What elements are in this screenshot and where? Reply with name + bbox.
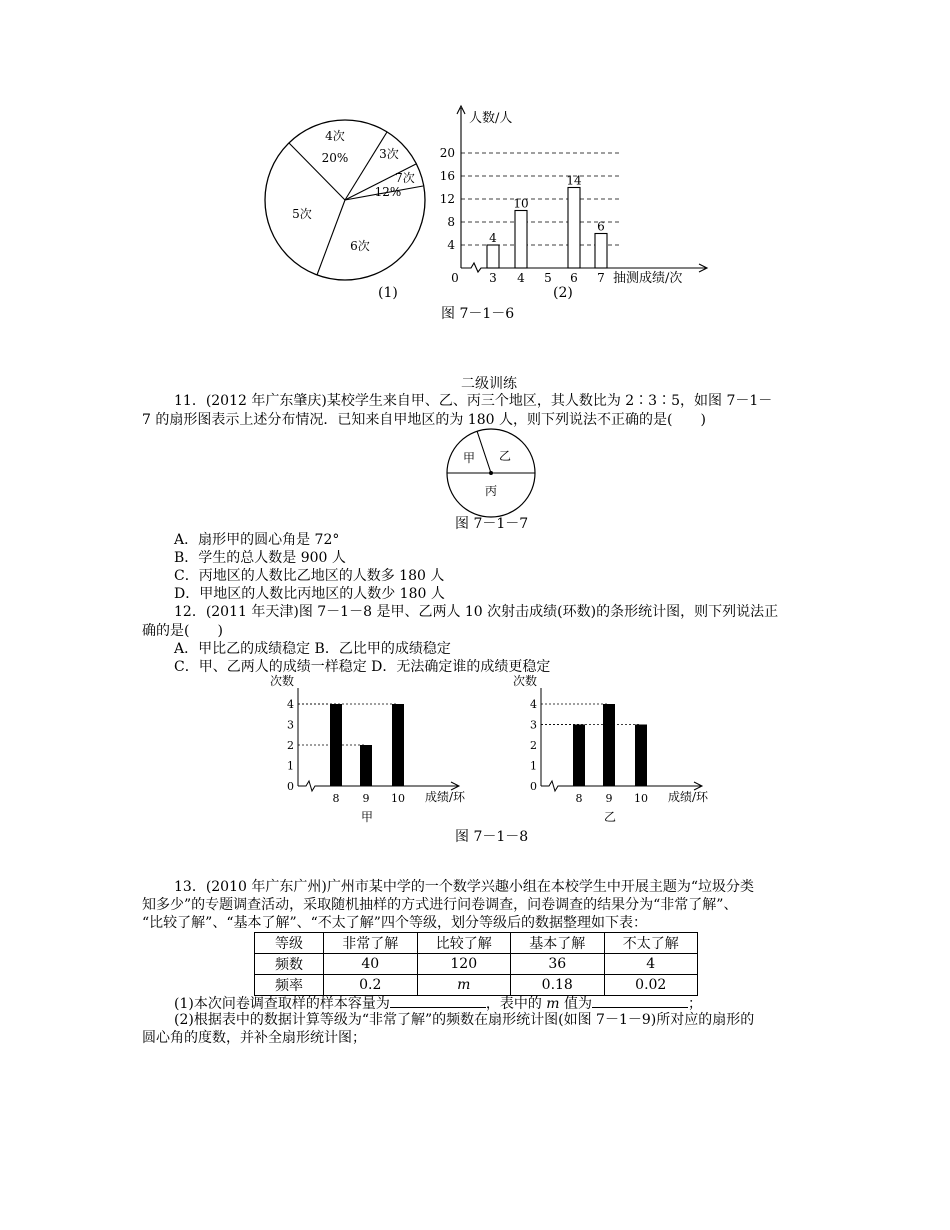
table-cell: 120 [417,954,511,975]
q12-options: A．甲比乙的成绩稳定 B．乙比甲的成绩稳定 [174,641,451,657]
x-tick-label: 9 [605,792,613,805]
table-row [255,954,698,975]
q13-sub1-text: (1)本次问卷调查取样的样本容量为 [174,996,390,1012]
q11-option-a: A．扇形甲的圆心角是 72° [174,532,340,548]
q12-options: C．甲、乙两人的成绩一样稳定 D．无法确定谁的成绩更稳定 [174,659,551,675]
bar [360,745,372,786]
y-tick-label: 4 [447,238,455,252]
pie-center [489,471,493,475]
slice-label: 6次 [350,239,370,253]
table-cell: 频数 [255,954,324,975]
q11-option-c: C．丙地区的人数比乙地区的人数多 180 人 [174,568,445,584]
bar-value-label: 14 [566,173,582,188]
y-axis-label: 次数 [513,674,538,688]
x-tick-label: 3 [489,271,497,285]
slice-label: 乙 [498,449,512,463]
y-tick-label: 8 [447,215,455,229]
slice-label: 3次 [379,147,399,161]
frequency-table [254,932,698,996]
q12-stem: 12．(2011 年天津)图 7－1－8 是甲、乙两人 10 次射击成绩(环数)的条形统计图，则下列说法正 [174,604,779,620]
bar [568,188,580,269]
section-title: 二级训练 [461,376,517,392]
bar-chart-jia [260,672,500,827]
pie-chart-7-1-7 [445,427,537,519]
bar [603,704,615,786]
slice-percent: 12% [374,185,402,199]
y-tick-label: 1 [530,759,537,773]
bar [392,704,404,786]
q11-stem: 11．(2012 年广东肇庆)某校学生来自甲、乙、丙三个地区，其人数比为 2∶3∶5，如图 7－1－ [174,393,773,409]
pie-caption: (1) [378,285,398,301]
table-header: 比较了解 [417,933,511,954]
bar-value-label: 4 [489,231,497,245]
q12-stem: 确的是( ) [142,623,223,639]
y-tick-label: 0 [530,780,537,793]
x-tick-label: 4 [517,271,525,285]
table-cell: 0.2 [324,975,418,996]
q11-option-d: D．甲地区的人数比丙地区的人数少 180 人 [174,586,445,602]
slice-percent: 20% [321,151,349,165]
table-cell: 4 [604,954,698,975]
x-tick-label: 10 [391,792,405,805]
x-tick-label: 6 [570,271,578,285]
y-tick-label: 1 [287,759,294,773]
figure-caption: 图 7－1－6 [441,306,515,322]
x-tick-label: 8 [575,792,583,805]
q13-stem: 13．(2010 年广东广州)广州市某中学的一个数学兴趣小组在本校学生中开展主题为“垃圾分类 [174,879,754,895]
x-tick-label: 7 [597,271,605,285]
table-cell: 40 [324,954,418,975]
figure-caption: 图 7－1－7 [455,516,529,532]
y-tick-label: 2 [530,739,537,752]
q13-sub2: 圆心角的度数，并补全扇形统计图； [142,1030,366,1046]
chart-name: 甲 [360,810,374,824]
bar-caption: (2) [553,285,573,301]
q13-stem: “比较了解”、“基本了解”、“不太了解”四个等级，划分等级后的数据整理如下表： [142,915,647,931]
table-header: 基本了解 [511,933,605,954]
slice-label: 5次 [292,207,312,221]
q13-stem: 知多少”的专题调查活动，采取随机抽样的方式进行问卷调查，问卷调查的结果分为“非常了解”、 [142,897,738,913]
bar [487,245,499,268]
table-header: 等级 [255,933,324,954]
answer-blank[interactable] [592,993,688,1008]
y-tick-label: 3 [530,718,537,732]
x-tick-label: 8 [332,792,340,805]
table-cell: 0.18 [511,975,605,996]
table-cell: m [417,975,511,996]
bar [515,211,527,269]
q13-sub1-text: ，表中的 [485,996,542,1012]
q11-stem: 7 的扇形图表示上述分布情况．已知来自甲地区的为 180 人，则下列说法不正确的是( ) [142,412,706,428]
x-tick-label: 9 [362,792,370,805]
x-tick-label: 5 [544,271,552,285]
y-tick-label: 20 [439,146,455,160]
y-axis-label: 人数/人 [469,111,513,126]
pie-chart-7-1-6 [255,110,435,290]
slice-label: 4次 [325,129,345,143]
q11-option-b: B．学生的总人数是 900 人 [174,550,346,566]
chart-name: 乙 [603,810,617,824]
x-axis-label: 成绩/环 [668,790,709,804]
table-cell: 频率 [255,975,324,996]
origin-label: 0 [451,271,459,285]
table-cell: 0.02 [604,975,698,996]
answer-blank[interactable] [390,993,486,1008]
y-axis-label: 次数 [270,674,295,688]
slice-label: 7次 [395,171,415,185]
x-axis-label: 成绩/环 [425,790,466,804]
bar [330,704,342,786]
bar [635,725,647,787]
y-tick-label: 3 [287,718,294,732]
bar [595,234,607,269]
y-tick-label: 4 [287,698,294,711]
x-tick-label: 10 [634,792,648,805]
q13-sub1-text: ； [688,996,703,1012]
bar-value-label: 10 [513,196,529,211]
bar-chart-yi [503,672,743,827]
table-header-row [255,933,698,954]
y-tick-label: 16 [439,169,455,183]
table-header: 不太了解 [604,933,698,954]
slice-label: 甲 [462,451,476,465]
q13-sub2: (2)根据表中的数据计算等级为“非常了解”的频数在扇形统计图(如图 7－1－9)所对应的扇形的 [174,1012,755,1028]
variable-m: m [546,996,560,1012]
y-tick-label: 4 [530,698,537,711]
y-tick-label: 2 [287,739,294,752]
slice-label: 丙 [484,484,498,498]
y-tick-label: 12 [439,192,455,206]
x-axis-label: 抽测成绩/次 [613,271,683,286]
table-cell: 36 [511,954,605,975]
bar [573,725,585,787]
bar-chart-7-1-6 [425,100,725,290]
q13-sub1-text: 值为 [564,996,593,1012]
table-header: 非常了解 [324,933,418,954]
y-tick-label: 0 [287,780,294,793]
bar-value-label: 6 [597,219,605,234]
figure-caption: 图 7－1－8 [455,829,529,845]
